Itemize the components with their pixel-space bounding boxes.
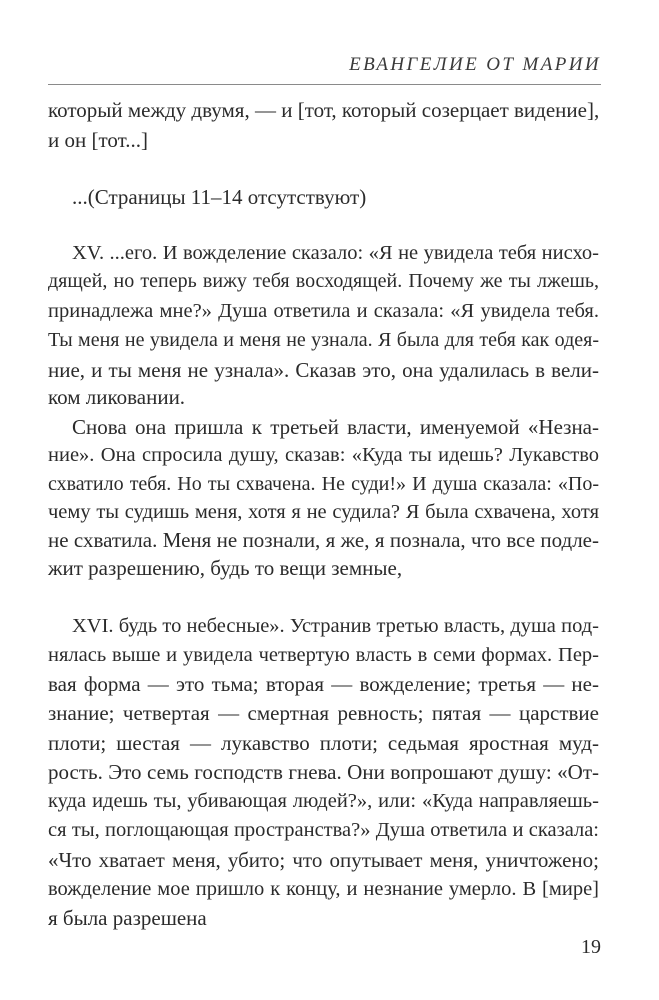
text-line: нялась выше и увидела четвертую власть в семи формах. Пер- bbox=[48, 644, 599, 666]
text-line: «Что хватает меня, убито; что опутывает меня, уничтожено; bbox=[48, 848, 599, 872]
text-line: знание; четвертая — смертная ревность; пятая — царствие bbox=[48, 701, 599, 725]
text-line: жит разрешению, будь то вещи земные, bbox=[48, 556, 403, 580]
page-number: 19 bbox=[581, 936, 601, 958]
text-line: который между двумя, — и [тот, который созерцает видение], bbox=[48, 98, 600, 122]
text-line: принадлежа мне?» Душа ответила и сказала: «Я увидела тебя. bbox=[48, 300, 599, 322]
text-line: XV. ...его. И вожделение сказало: «Я не увидела тебя нисхо- bbox=[72, 242, 599, 264]
text-line: чему ты судишь меня, хотя я не судила? Я была схвачена, хотя bbox=[48, 501, 599, 523]
text-line: ...(Страницы 11–14 отсутствуют) bbox=[72, 185, 367, 209]
text-line: ние». Она спросила душу, сказав: «Куда ты идешь? Лукавство bbox=[48, 444, 599, 466]
text-line: ся ты, поглощающая пространства?» Душа ответила и сказала: bbox=[48, 819, 599, 841]
text-line: ком ликовании. bbox=[48, 385, 186, 409]
text-line: не схватила. Меня не познали, я же, я познала, что все подле- bbox=[48, 528, 599, 552]
text-line: я была разрешена bbox=[48, 906, 207, 930]
text-line: рость. Это семь господств гнева. Они вопрошают душу: «От- bbox=[48, 760, 599, 784]
text-line: плоти; шестая — лукавство плоти; седьмая яростная муд- bbox=[48, 731, 599, 755]
text-line: и он [тот...] bbox=[48, 128, 148, 152]
text-line: ние, и ты меня не узнала». Сказав это, она удалилась в вели- bbox=[48, 358, 599, 382]
header-rule bbox=[48, 84, 601, 85]
text-line: дящей, но теперь вижу тебя восходящей. Почему же ты лжешь, bbox=[48, 270, 599, 292]
text-line: Снова она пришла к третьей власти, именуемой «Незна- bbox=[72, 415, 599, 439]
text-line: вожделение мое пришло к концу, и незнание умерло. В [мире] bbox=[48, 878, 599, 900]
text-line: XVI. будь то небесные». Устранив третью власть, душа под- bbox=[72, 615, 599, 637]
text-line: вая форма — это тьма; вторая — вожделение; третья — не- bbox=[48, 672, 599, 696]
text-line: куда идешь ты, убивающая людей?», или: «Куда направляешь- bbox=[48, 790, 599, 812]
text-line: схватило тебя. Но ты схвачена. Не суди!» И душа сказала: «По- bbox=[48, 473, 599, 495]
running-head: ЕВАНГЕЛИЕ ОТ МАРИИ bbox=[349, 54, 601, 75]
text-line: Ты меня не увидела и меня не узнала. Я была для тебя как одея- bbox=[48, 329, 599, 351]
